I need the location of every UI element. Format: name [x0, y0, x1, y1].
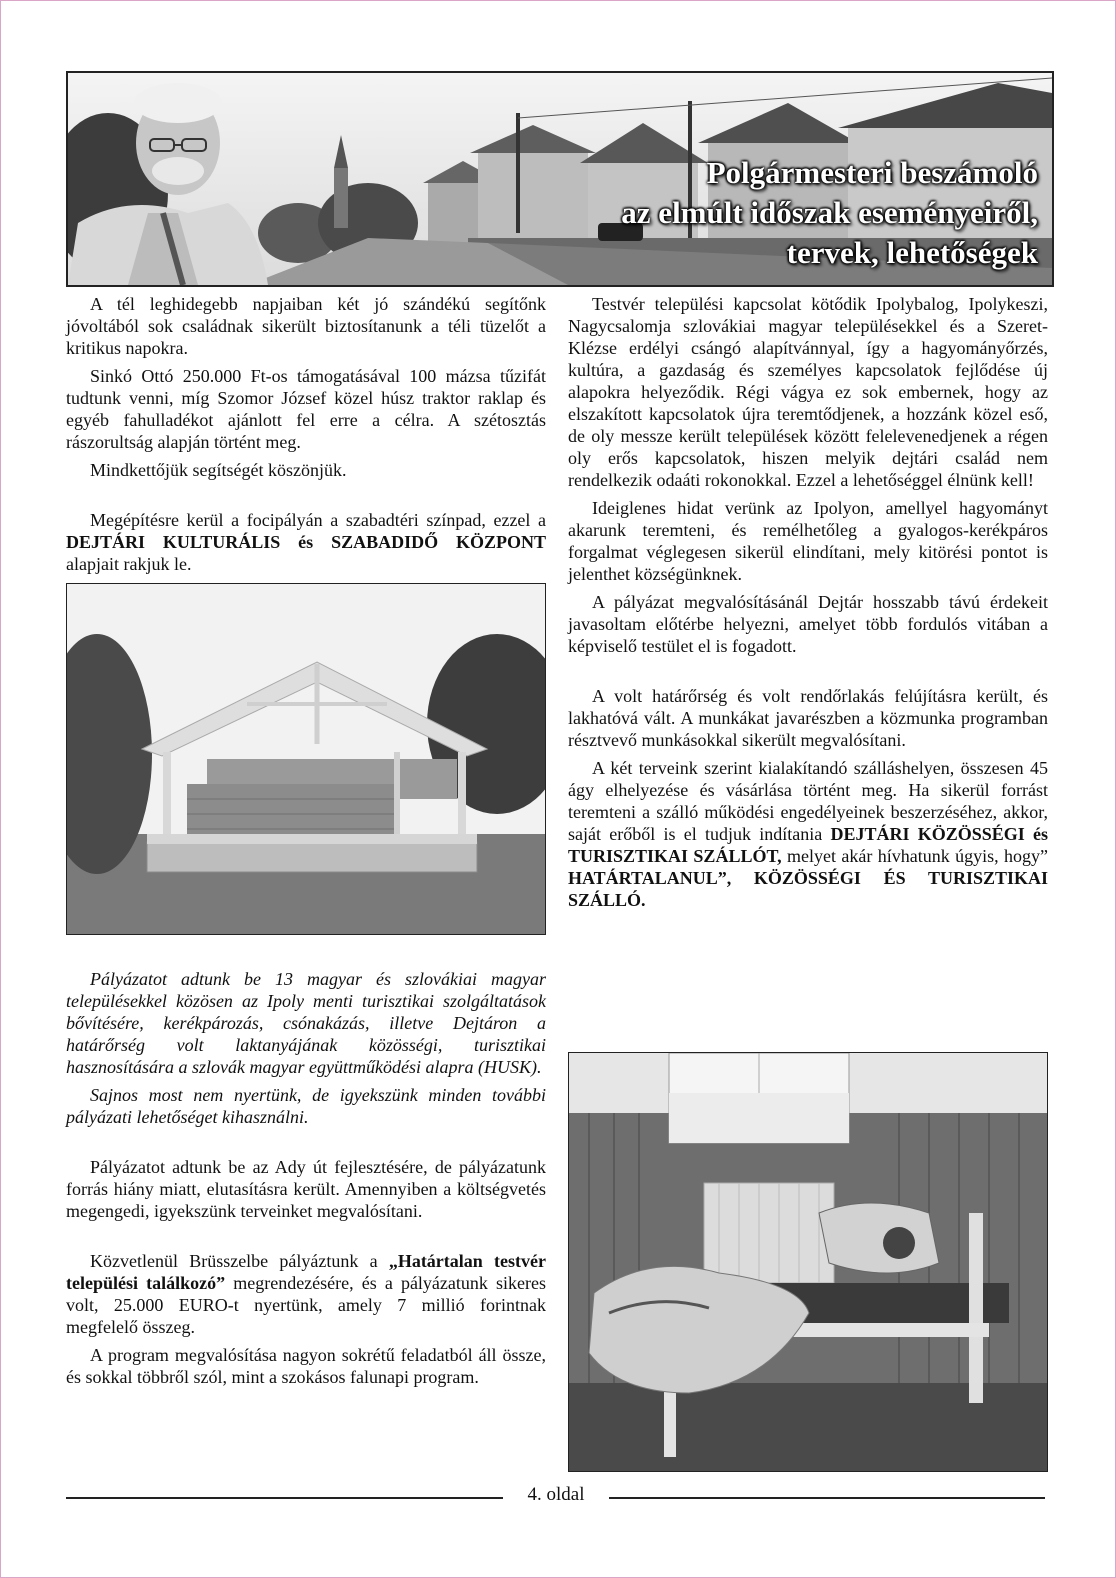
paragraph: Pályázatot adtunk be 13 magyar és szlovákiai magyar településekkel közösen az Ipoly menti turisztikai szolgáltatások bővítésére, kerékpározás, csónakázás, illetve Dejtáron a határőrség volt laktanyájának közösségi, turisztikai hasznosítására a szlovák magyar együttműködési alapra (HUSK). — [66, 969, 546, 1077]
paragraph: A program megvalósítása nagyon sokrétű feladatból áll össze, és sokkal többről szól, mint a szokásos falunapi program. — [66, 1345, 546, 1387]
paragraph — [66, 1250, 546, 1338]
italic-block — [66, 968, 546, 1128]
title-line: tervek, lehetőségek — [786, 235, 1038, 270]
footer-rule-left — [66, 1497, 503, 1499]
bold-text: HATÁRTALANUL”, KÖZÖSSÉGI ÉS TURISZTIKAI SZÁLLÓ. — [568, 868, 1048, 910]
page-title — [621, 153, 1038, 273]
paragraph: A volt határőrség és volt rendőrlakás felújításra került, és lakhatóvá vált. A munkákat javarészben a közmunka programban résztvevő munkásokkal sikerült megvalósítani. — [568, 686, 1048, 750]
stage-photo — [66, 583, 546, 935]
left-column — [66, 293, 546, 575]
text-run: megrendezésére, és a pályázatunk sikeres volt, 25.000 EURO-t nyertünk, amely 7 millió forintnak megfelelő összeg. — [66, 1273, 546, 1337]
paragraph: Testvér települési kapcsolat kötődik Ipolybalog, Ipolykeszi, Nagycsalomja szlovákiai magyar településekkel és a Szeret-Klézse erdélyi csángó alapítvánnyal, így a hagyományőrzés, kultúra, a gazdaság és személyes kapcsolatok fejlődése új alapokra helyeződik. Régi vágya ez sok embernek, hogy az elszakított kapcsolatok újra teremtődjenek, a hozzánk közel eső, de oly messze került települések között felelevenedjenek a régen oly erős kapcsolatok, hiszen melyik dejtári család nem rendelkezik odaáti rokonokkal. Ezzel a lehetőséggel élnünk kell! — [568, 294, 1048, 490]
bold-text: DEJTÁRI KÖZÖSSÉGI és TURISZTIKAI SZÁLLÓT, — [568, 824, 1048, 866]
text-run: melyet akár hívhatunk úgyis, hogy” — [781, 846, 1048, 866]
bold-text: „Határtalan testvér települési találkozó” — [66, 1251, 546, 1293]
title-line: az elmúlt időszak eseményeiről, — [621, 195, 1038, 230]
header-banner — [66, 71, 1054, 287]
bold-text: DEJTÁRI KULTURÁLIS és SZABADIDŐ KÖZPONT — [66, 532, 546, 552]
footer-rule-right — [609, 1497, 1045, 1499]
right-column — [568, 293, 1048, 911]
paragraph — [66, 509, 546, 575]
guest-room-bed-image — [569, 1053, 1047, 1471]
paragraph: Sinkó Ottó 250.000 Ft-os támogatásával 100 mázsa tűzifát tudtunk venni, míg Szomor József közel húsz traktor raklap és egyéb fahulladékot ajánlott fel erre a célra. A szétosztás rászorultság alapján történt meg. — [66, 366, 546, 452]
paragraph: Pályázatot adtunk be az Ady út fejlesztésére, de pályázatunk forrás hiány miatt, elutasításra került. Amennyiben a költségvetés megengedi, igyekszünk terveinket megvalósítani. — [66, 1157, 546, 1221]
paragraph: Mindkettőjük segítségét köszönjük. — [90, 460, 347, 480]
paragraph — [568, 757, 1048, 911]
text-run: Megépítésre kerül a focipályán a szabadtéri színpad, ezzel a — [90, 510, 546, 530]
paragraph: A pályázat megvalósításánál Dejtár hosszabb távú érdekeit javasoltam előtérbe helyezni, amelyet több fordulós vitában a képviselő testület el is fogadott. — [568, 592, 1048, 656]
title-line: Polgármesteri beszámoló — [706, 155, 1038, 190]
paragraph: Sajnos most nem nyertünk, de igyekszünk minden további pályázati lehetőséget kihasználni. — [66, 1085, 546, 1127]
left-column-lower — [66, 968, 546, 1388]
text-run: Közvetlenül Brüsszelbe pályáztunk a — [90, 1251, 389, 1271]
text-run: A két terveink szerint kialakítandó szálláshelyen, összesen 45 ágy elhelyezése és vásárlása történt meg. Ha sikerül forrást teremteni a szálló működési engedélyeinek beszerzéséhez, akkor, saját erőből is el tudjuk indítania — [568, 758, 1048, 844]
paragraph: A tél leghidegebb napjaiban két jó szándékú segítőnk jóvoltából sok családnak sikerült biztosítanunk a téli tüzelőt a kritikus napokra. — [66, 294, 546, 358]
room-photo — [568, 1052, 1048, 1472]
page-number: 4. oldal — [527, 1484, 585, 1505]
paragraph: Ideiglenes hidat verünk az Ipolyon, amellyel hagyományt akarunk teremteni, és remélhetőleg a gyalogos-kerékpáros forgalmat véglegesen sikerül elindítani, mely kitörési pontot is jelenthet községünknek. — [568, 498, 1048, 584]
text-run: alapjait rakjuk le. — [66, 554, 192, 574]
open-air-stage-image — [67, 584, 545, 934]
